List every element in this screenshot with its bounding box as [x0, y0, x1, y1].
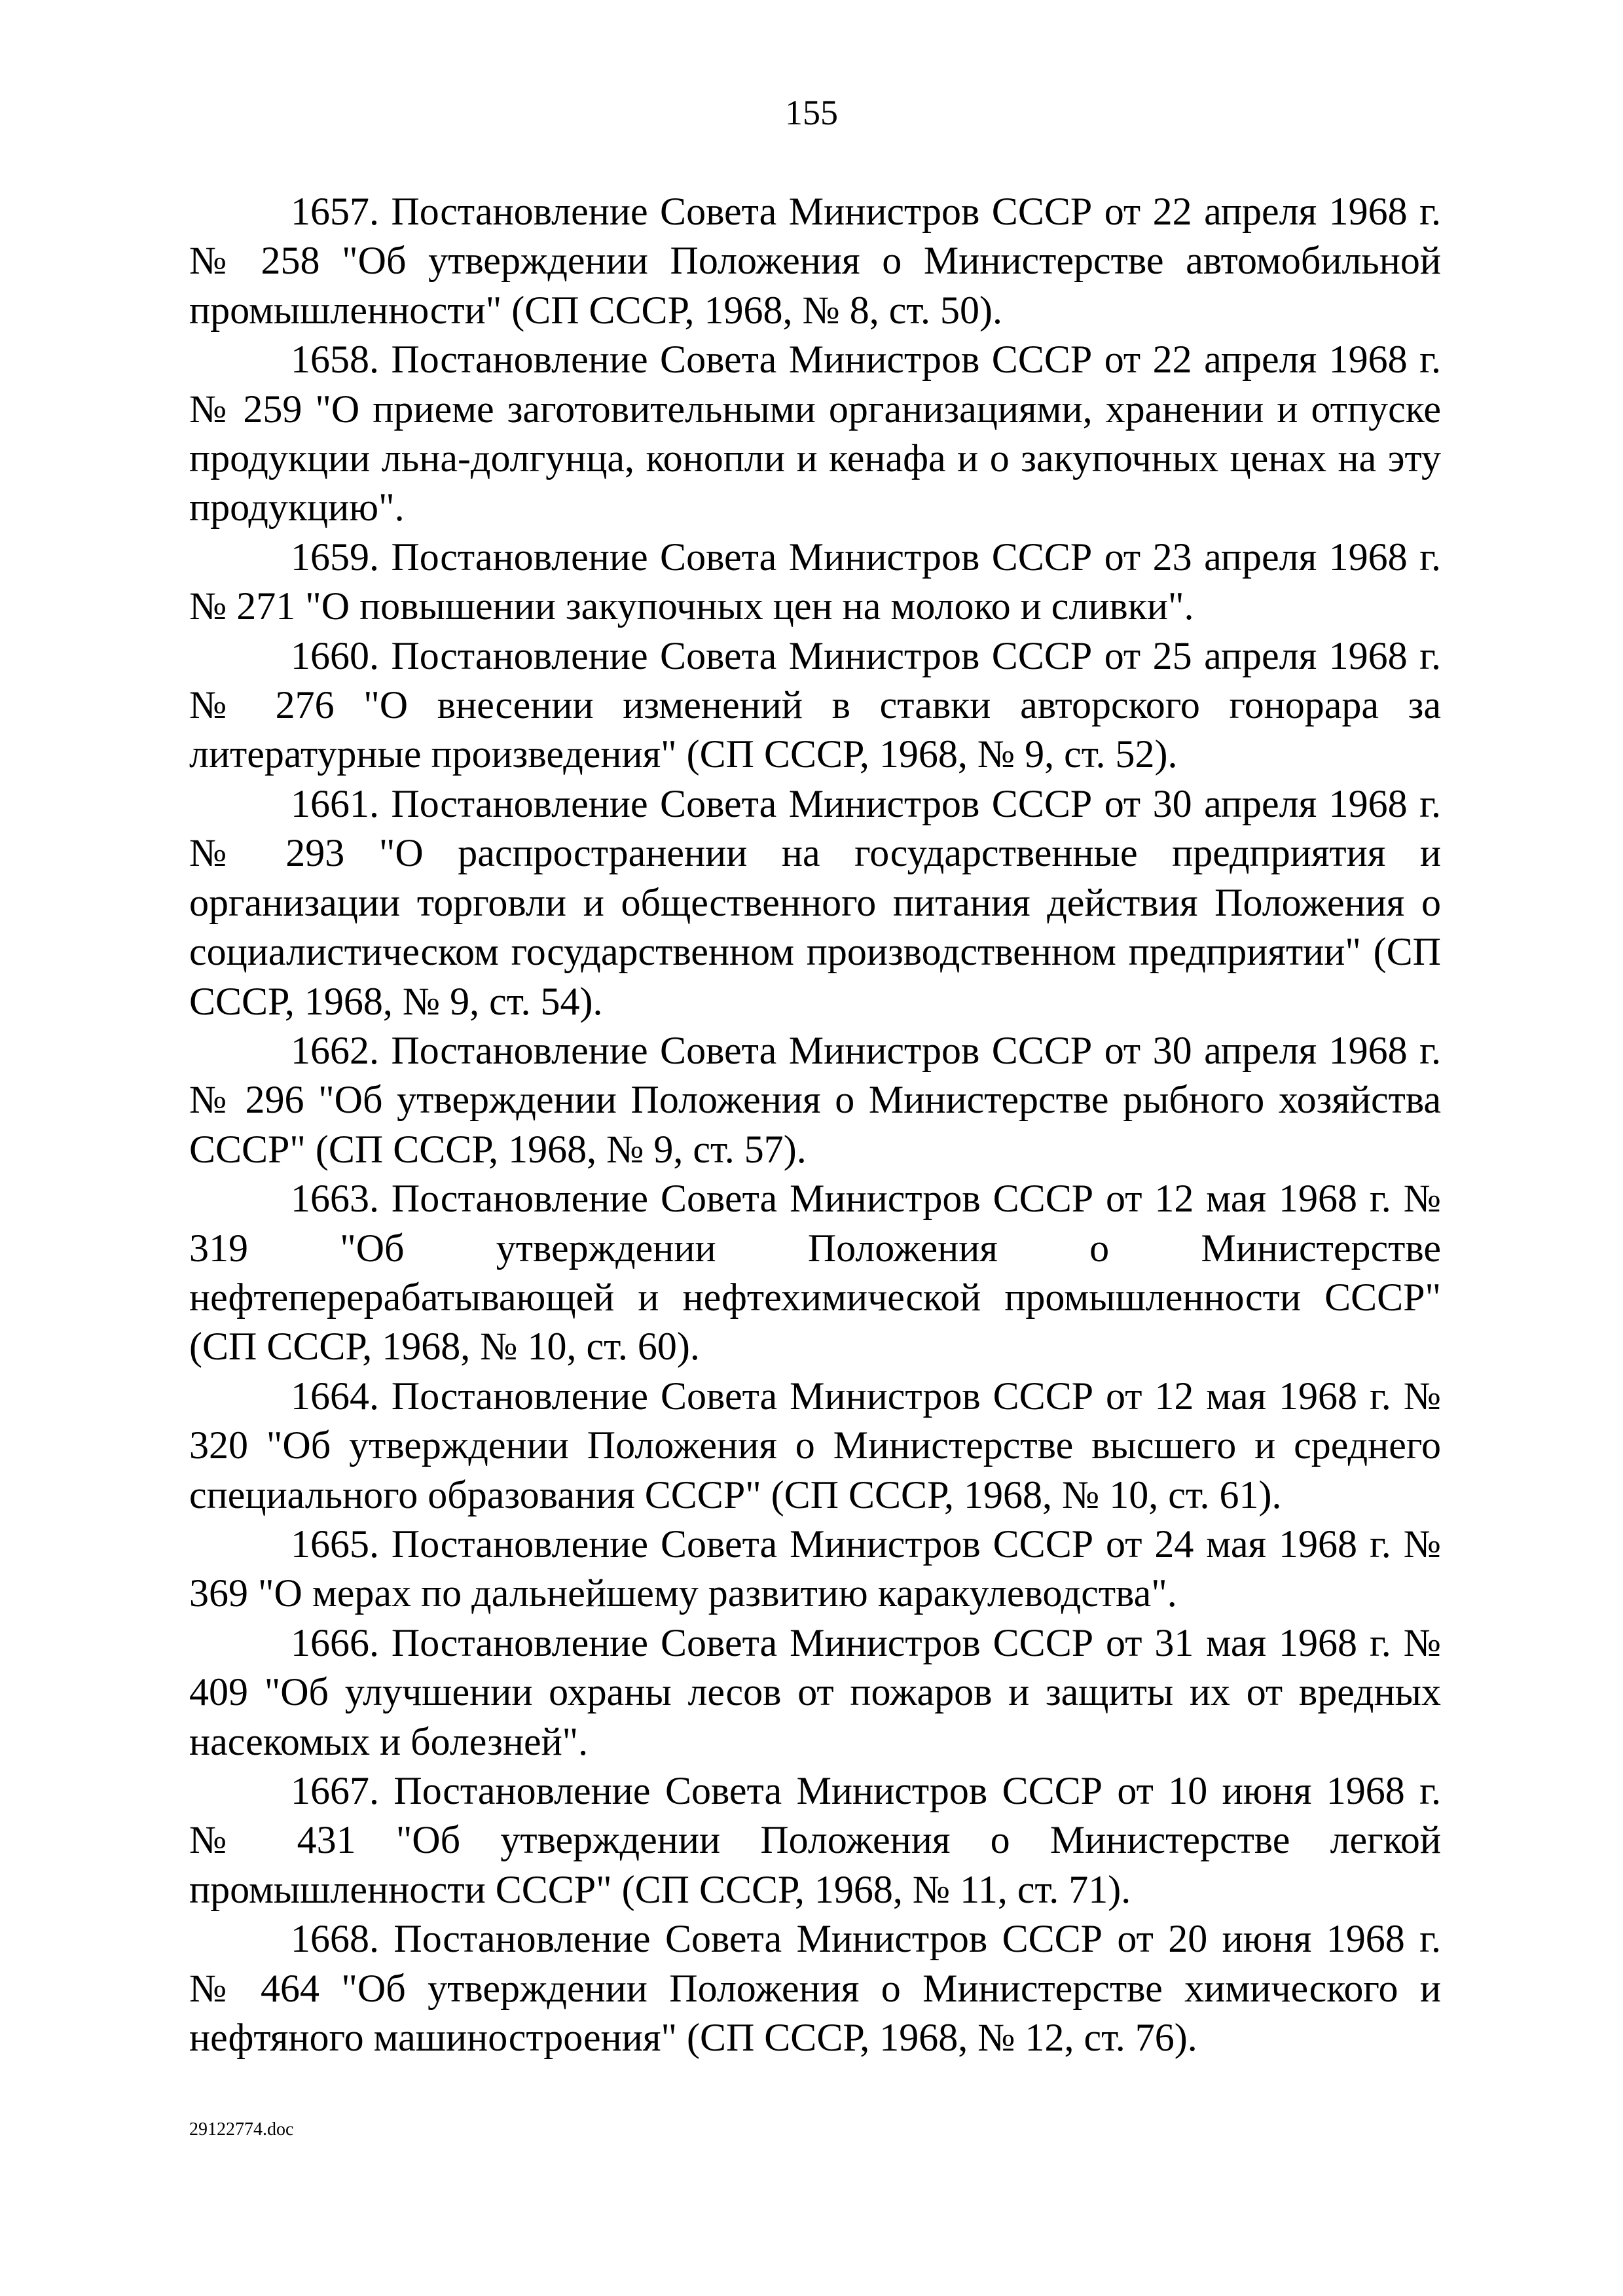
- list-item: 1657. Постановление Совета Министров СССР от 22 апреля 1968 г. № 258 "Об утверждении Положения о Министерстве автомобильной промышленности" (СП СССР, 1968, № 8, ст. 50).: [189, 190, 1441, 332]
- list-item: 1664. Постановление Совета Министров СССР от 12 мая 1968 г. № 320 "Об утверждении Положения о Министерстве высшего и среднего специального образования СССР" (СП СССР, 1968, № 10, ст. 61).: [189, 1374, 1441, 1516]
- list-item: 1665. Постановление Совета Министров СССР от 24 мая 1968 г. № 369 "О мерах по дальнейшему развитию каракулеводства".: [189, 1522, 1441, 1615]
- page-number: 155: [785, 93, 838, 132]
- list-item: 1663. Постановление Совета Министров СССР от 12 мая 1968 г. № 319 "Об утверждении Положения о Министерстве нефтеперерабатывающей и нефтехимической промышленности СССР" (СП СССР, 1968, № 10, ст. 60).: [189, 1177, 1441, 1369]
- list-item: 1659. Постановление Совета Министров СССР от 23 апреля 1968 г. № 271 "О повышении закупочных цен на молоко и сливки".: [189, 535, 1441, 628]
- list-item: 1660. Постановление Совета Министров СССР от 25 апреля 1968 г. № 276 "О внесении изменений в ставки авторского гонорара за литературные произведения" (СП СССР, 1968, № 9, ст. 52).: [189, 634, 1441, 776]
- list-item: 1668. Постановление Совета Министров СССР от 20 июня 1968 г. № 464 "Об утверждении Положения о Министерстве химического и нефтяного машиностроения" (СП СССР, 1968, № 12, ст. 76).: [189, 1917, 1441, 2060]
- list-item: 1662. Постановление Совета Министров СССР от 30 апреля 1968 г. № 296 "Об утверждении Положения о Министерстве рыбного хозяйства СССР" (СП СССР, 1968, № 9, ст. 57).: [189, 1028, 1441, 1171]
- list-item: 1658. Постановление Совета Министров СССР от 22 апреля 1968 г. № 259 "О приеме заготовительными организациями, хранении и отпуске продукции льна-долгунца, конопли и кенафа и о закупочных ценах на эту продукцию".: [189, 338, 1441, 529]
- document-file-code: 29122774.doc: [189, 2119, 294, 2140]
- document-body: [189, 187, 1441, 2062]
- list-item: 1661. Постановление Совета Министров СССР от 30 апреля 1968 г. № 293 "О распространении на государственные предприятия и организации торговли и общественного питания действия Положения о социалистическом государственном производственном предприятии" (СП СССР, 1968, № 9, ст. 54).: [189, 781, 1441, 1023]
- list-item: 1667. Постановление Совета Министров СССР от 10 июня 1968 г. № 431 "Об утверждении Положения о Министерстве легкой промышленности СССР" (СП СССР, 1968, № 11, ст. 71).: [189, 1769, 1441, 1911]
- list-item: 1666. Постановление Совета Министров СССР от 31 мая 1968 г. № 409 "Об улучшении охраны лесов от пожаров и защиты их от вредных насекомых и болезней".: [189, 1621, 1441, 1763]
